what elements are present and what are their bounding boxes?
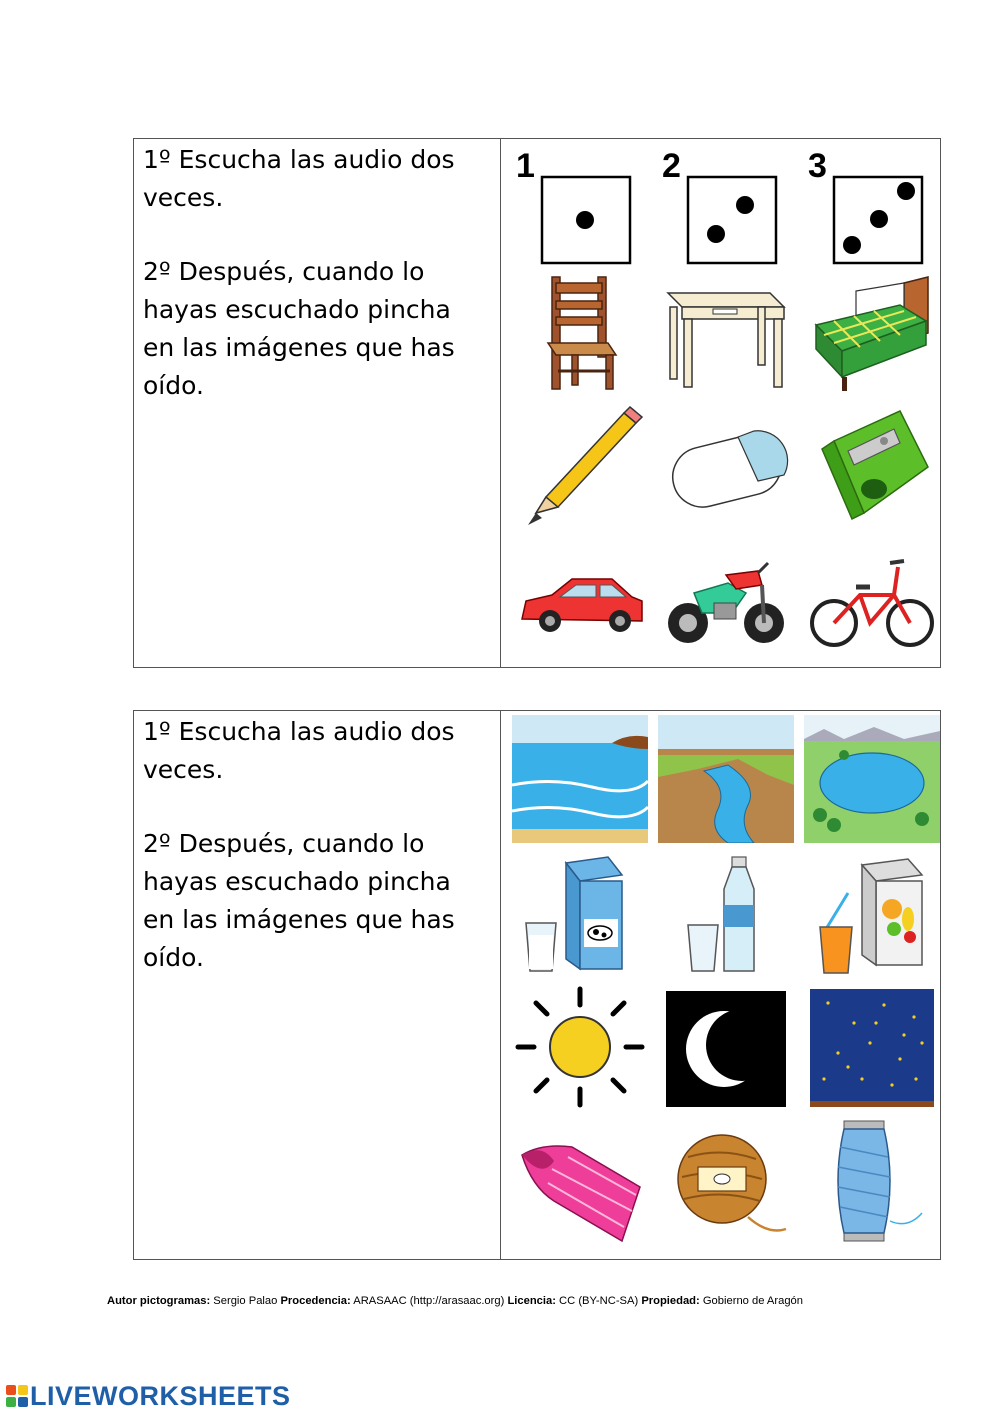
dice-three-option[interactable] xyxy=(804,141,940,269)
activity-2 xyxy=(133,710,941,1260)
instruction-step-2: 2º Después, cuando lo hayas escuchado pincha en las imágenes que has oído. xyxy=(143,829,455,972)
credit-license-label: Licencia: xyxy=(507,1295,556,1307)
credit-owner: Gobierno de Aragón xyxy=(702,1295,803,1307)
dice-number-label: 2 xyxy=(662,147,681,185)
credit-owner-label: Propiedad: xyxy=(641,1295,700,1307)
eraser-pictogram[interactable] xyxy=(658,401,794,529)
water-pictogram[interactable] xyxy=(658,849,794,977)
credit-license: CC (BY-NC-SA) xyxy=(559,1295,639,1307)
credit-author: Sergio Palao xyxy=(213,1295,278,1307)
instruction-step-1: 1º Escucha las audio dos veces. xyxy=(143,717,455,784)
thread-pictogram[interactable] xyxy=(804,1117,940,1245)
column-divider xyxy=(500,139,501,667)
juice-pictogram[interactable] xyxy=(804,849,940,977)
table-pictogram[interactable] xyxy=(658,269,794,397)
instruction-step-1: 1º Escucha las audio dos veces. xyxy=(143,145,455,212)
milk-pictogram[interactable] xyxy=(512,849,648,977)
credit-source: ARASAAC (http://arasaac.org) xyxy=(353,1295,505,1307)
river-pictogram[interactable] xyxy=(658,715,794,843)
dice-one-option[interactable] xyxy=(512,141,648,269)
sharpener-pictogram[interactable] xyxy=(804,401,940,529)
chair-pictogram[interactable] xyxy=(512,269,648,397)
pictogram-credits xyxy=(107,1295,803,1307)
pencil-pictogram[interactable] xyxy=(512,401,648,529)
activity-1 xyxy=(133,138,941,668)
car-pictogram[interactable] xyxy=(512,533,648,661)
wool-pictogram[interactable] xyxy=(658,1117,794,1245)
motorcycle-pictogram[interactable] xyxy=(658,533,794,661)
dice-number-label: 3 xyxy=(808,147,827,185)
liveworksheets-logo[interactable] xyxy=(6,1380,291,1412)
logo-text: LIVEWORKSHEETS xyxy=(30,1380,291,1411)
instruction-step-2: 2º Después, cuando lo hayas escuchado pincha en las imágenes que has oído. xyxy=(143,257,455,400)
sea-pictogram[interactable] xyxy=(512,715,648,843)
sun-pictogram[interactable] xyxy=(512,983,648,1111)
credit-source-label: Procedencia: xyxy=(280,1295,351,1307)
instructions xyxy=(143,141,488,441)
lake-pictogram[interactable] xyxy=(804,715,940,843)
bed-pictogram[interactable] xyxy=(804,269,940,397)
fabric-pictogram[interactable] xyxy=(512,1117,648,1245)
logo-mark-icon xyxy=(6,1385,28,1407)
dice-number-label: 1 xyxy=(516,147,535,185)
instructions xyxy=(143,713,488,1013)
moon-pictogram[interactable] xyxy=(658,983,794,1111)
night-sky-pictogram[interactable] xyxy=(804,983,940,1111)
bicycle-pictogram[interactable] xyxy=(804,533,940,661)
column-divider xyxy=(500,711,501,1259)
dice-two-option[interactable] xyxy=(658,141,794,269)
credit-author-label: Autor pictogramas: xyxy=(107,1295,211,1307)
